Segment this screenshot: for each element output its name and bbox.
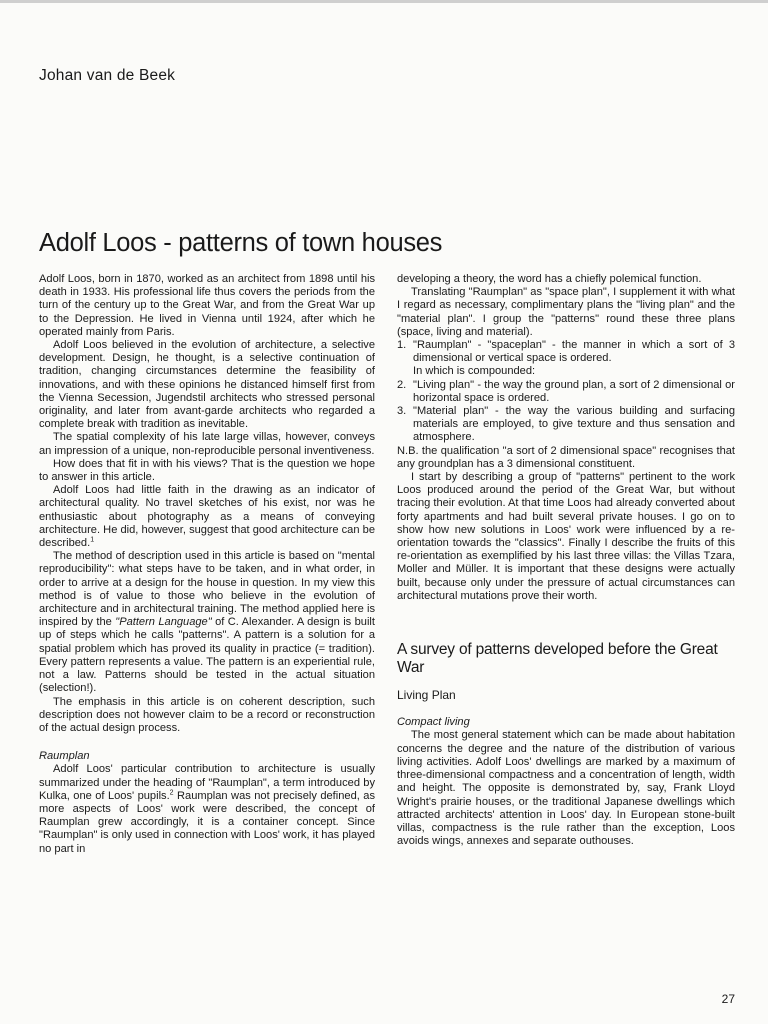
nb-note: N.B. the qualification "a sort of 2 dimensional space" recognises that any groundplan has a 3 dimensional constituent.: [397, 444, 735, 470]
footnote-marker: 2: [169, 789, 174, 797]
right-column: [397, 273, 735, 848]
subheading-living-plan: Living Plan: [397, 688, 456, 703]
list-text: "Living plan" - the way the ground plan, a sort of 2 dimensional or horizontal space is ordered.: [413, 378, 735, 404]
section-heading: A survey of patterns developed before the Great War: [397, 641, 718, 677]
list-text: "Material plan" - the way the various building and surfacing materials are employed, to give texture and thus sensation and atmosphere.: [413, 405, 735, 444]
plan-list: [397, 339, 735, 445]
article-title: Adolf Loos - patterns of town houses: [39, 229, 443, 257]
paragraph: The emphasis in this article is on coherent description, such description does not however claim to be a record or reconstruction of the actual design process.: [39, 695, 375, 734]
paragraph: The most general statement which can be made about habitation concerns the degree and the nature of the distribution of various living activities. Adolf Loos' dwellings are marked by a maximum of three-dimensional compactness and a concentration of length, width and height. The opposite is demonstrated by, say, Frank Lloyd Wright's prairie houses, or the traditional Japanese dwellings which attracted architects' attention in Loos' day. In European stone-built villas, compactness is the rule rather than the exception, Loos avoids wings, annexes and separate outhouses.: [397, 729, 735, 848]
paragraph: Translating "Raumplan" as "space plan", I supplement it with what I regard as necessary, complimentary plans the "living plan" and the "material plan". I group the "patterns" round these three plans (space, living and material).: [397, 286, 735, 338]
paragraph-text: Adolf Loos had little faith in the drawing as an indicator of architectural quality. No travel sketches of his exist, nor was he enthusiastic about photography as a means of conveying architecture. He did, however, suggest that good architecture can be described.: [39, 484, 375, 550]
paragraph: [39, 484, 375, 550]
paragraph: Adolf Loos, born in 1870, worked as an architect from 1898 until his death in 1933. His professional life thus covers the periods from the turn of the century up to the Great War, and from the Great War up to the Depression. He lived in Vienna until 1924, after which he operated mainly from Paris.: [39, 273, 375, 338]
author-name: Johan van de Beek: [39, 67, 176, 84]
paragraph-text: Adolf Loos' particular contribution to architecture is usually summarized under the heading of "Raumplan", a term introduced by Kulka, one of Loos' pupils.: [39, 763, 375, 802]
paragraph-text: Raumplan was not precisely defined, as more aspects of Loos' work were described, the concept of Raumplan grew accordingly, it is a container concept. Since "Raumplan" is only used in connection with Loos' work, it has played no part in: [39, 789, 375, 855]
list-number: 2.: [397, 378, 407, 391]
list-text: "Raumplan" - "spaceplan" - the manner in which a sort of 3 dimensional or vertical space is ordered.: [413, 339, 735, 365]
list-number: 3.: [397, 405, 407, 418]
paragraph: [39, 550, 375, 695]
raumplan-heading: Raumplan: [39, 750, 90, 763]
paragraph-text: of C. Alexander. A design is built up of steps which he calls "patterns". A pattern is a solution for a spatial problem which has proved its quality in practice (= tradition). Every pattern represents a value. The pattern is an experiential rule, not a law. Patterns should be tested in the actual situation (selection!).: [39, 616, 375, 695]
list-item: [397, 405, 735, 445]
paragraph: The spatial complexity of his late large villas, however, conveys an impression of a unique, non-reproducible personal inventiveness.: [39, 431, 375, 457]
left-column: [39, 273, 375, 856]
list-item: [397, 339, 735, 379]
list-number: 1.: [397, 339, 407, 352]
page-number: 27: [721, 992, 735, 1006]
paragraph: [39, 763, 375, 855]
paragraph: developing a theory, the word has a chiefly polemical function.: [397, 273, 702, 285]
list-item: [397, 379, 735, 405]
book-title: "Pattern Language": [115, 616, 212, 629]
paragraph: Adolf Loos believed in the evolution of architecture, a selective development. Design, he thought, is a selective continuation of tradition, changing circumstances determine the feasibility of innovations, and with these opinions he distanced himself first from the Vienna Secession, Jugendstil architects who stressed personal originality, and later from avant-garde architects who regarded a complete break with tradition as inevitable.: [39, 339, 375, 431]
paragraph-text: The method of description used in this article is based on "mental reproducibility": what steps have to be taken, and in what order, in order to arrive at a design for the house in question. In my view this method is of value to those who believe in the evolution of architecture and in architectural training. The method applied here is inspired by the: [39, 550, 375, 629]
footnote-marker: 1: [90, 536, 95, 544]
scan-edge: [0, 0, 768, 3]
paragraph: How does that fit in with his views? That is the question we hope to answer in this article.: [39, 457, 375, 484]
paragraph: I start by describing a group of "patterns" pertinent to the work Loos produced around the period of the Great War, but without tracing their evolution. At that time Loos had already converted about forty apartments and had built several private houses. I go on to show how new solutions in Loos' work were influenced by a re-orientation towards the "classics". Finally I describe the fruits of this re-orientation as exemplified by his last three villas: the Villas Tzara, Moller and Müller. It is important that these designs were actually built, because only under the pressure of actual circumstances can architectural mutations prove their worth.: [397, 471, 735, 602]
compact-living-heading: Compact living: [397, 716, 470, 729]
list-extra: In which is compounded:: [413, 365, 536, 378]
